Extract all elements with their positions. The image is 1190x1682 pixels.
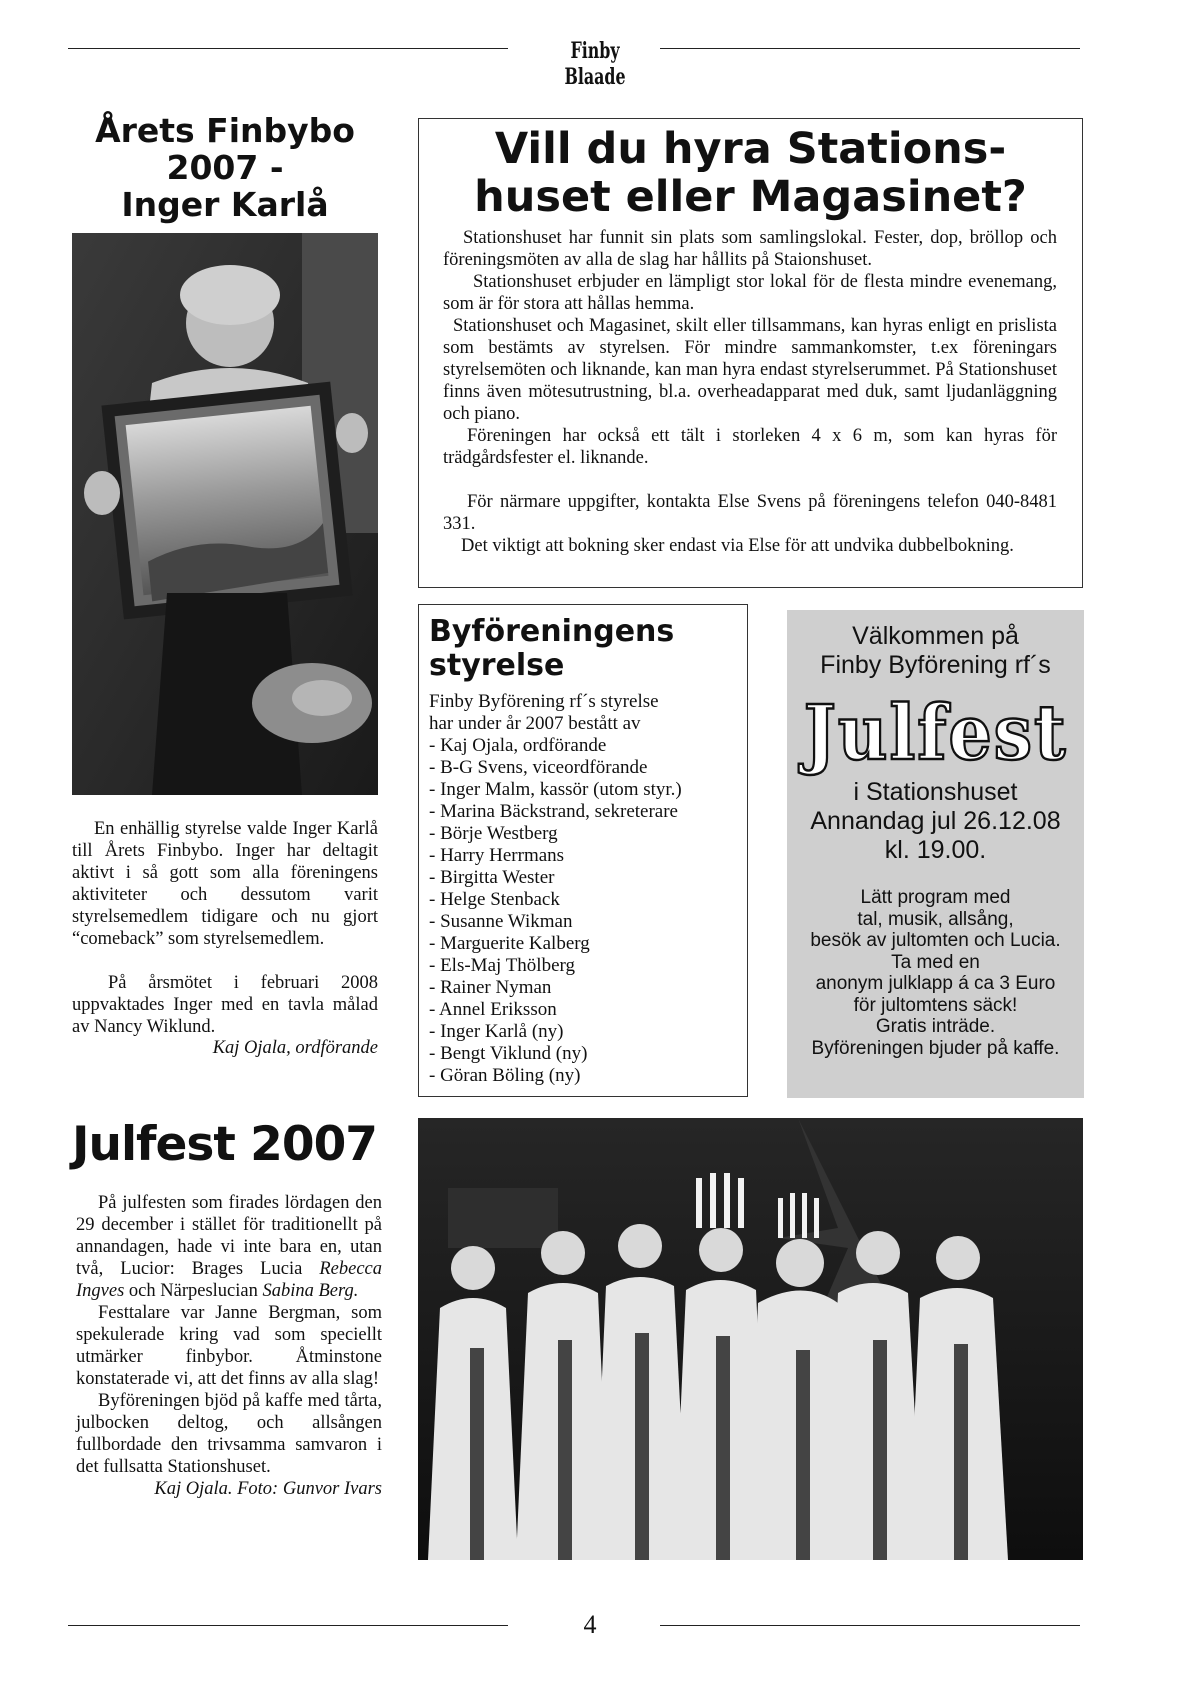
ad-time: kl. 19.00. (884, 836, 987, 864)
board-title-line: styrelse (429, 648, 565, 683)
board-member: - Bengt Viklund (ny) (429, 1043, 588, 1064)
ad-details (787, 887, 1084, 1059)
board-member: - Inger Malm, kassör (utom styr.) (429, 779, 682, 800)
profile-title-line: 2007 - (166, 148, 284, 187)
rental-body (443, 227, 1057, 557)
board-members (429, 735, 744, 1087)
profile-title (72, 112, 378, 223)
lucia-group-photo-icon (418, 1118, 1083, 1560)
board-intro-line: Finby Byförening rf´s styrelse (429, 691, 659, 712)
rental-paragraph: Stationshuset erbjuder en lämpligt stor lokal för de flesta mindre evenemang, som är för stora att hållas hemma. (443, 272, 1057, 314)
ad-welcome-line: Finby Byförening rf´s (820, 651, 1051, 679)
rental-box (418, 118, 1083, 588)
profile-caption-2: På årsmötet i februari 2008 uppvaktades Inger med en tavla målad av Nancy Wiklund. (72, 973, 378, 1037)
board-member: - Helge Stenback (429, 889, 560, 910)
ad-welcome (787, 622, 1084, 680)
lucia-photo-art (418, 1118, 1083, 1560)
ad-detail-line: besök av jultomten och Lucia. (810, 930, 1061, 951)
board-member: - Birgitta Wester (429, 867, 555, 888)
ad-date: Annandag jul 26.12.08 (810, 807, 1061, 835)
board-title-line: Byföreningens (429, 614, 675, 649)
profile-title-line: Inger Karlå (121, 185, 329, 224)
julfest-lucia-name-2: Sabina Berg. (262, 1281, 359, 1301)
ad-event-name: Julfest (803, 688, 1068, 777)
board-member: - Kaj Ojala, ordförande (429, 735, 607, 756)
rental-paragraph: Stationshuset och Magasinet, skilt eller tillsammans, kan hyras enligt en prislista som bestämts av styrelsen. För mindre sammankomster, t.ex föreningars styrelsemöten och liknande, kan man hyra endast styrelserummet. På Stationshuset finns även mötesutrustning, bl.a. overheadapparat med duk, samt ljudanläggning och piano. (443, 316, 1057, 424)
rental-paragraph: Stationshuset har funnit sin plats som samlingslokal. Fester, dop, bröllop och föreningsmöten av alla de slag har hållits på Staionshuset. (443, 228, 1057, 270)
julfest-signature: Kaj Ojala. Foto: Gunvor Ivars (154, 1479, 382, 1499)
page-number: 4 (583, 1610, 597, 1639)
ad-detail-line: Ta med en (891, 951, 980, 973)
board-member: - Els-Maj Thölberg (429, 955, 575, 976)
board-title (429, 615, 739, 683)
board-member: - Annel Eriksson (429, 999, 557, 1020)
profile-signature: Kaj Ojala, ordförande (212, 1038, 378, 1058)
board-box (418, 604, 748, 1097)
julfest-p1-text-a: På julfesten som firades lördagen den 29 december i stället för traditionellt på annandagen, hade vi inte bara en, utan två, Lucior: Brages Lucia (76, 1193, 382, 1279)
rental-paragraph: Föreningen har också ett tält i storleken 4 x 6 m, som kan hyras för trädgårdsfester el. liknande. (443, 426, 1057, 468)
rental-title (419, 125, 1082, 221)
rental-title-line: Vill du hyra Stations- (494, 124, 1007, 174)
ad-detail-line: tal, musik, allsång, (857, 908, 1014, 930)
ad-welcome-line: Välkommen på (852, 622, 1019, 650)
board-member: - Göran Böling (ny) (429, 1065, 581, 1086)
profile-title-line: Årets Finbybo (95, 111, 355, 150)
julfest-paragraph-1 (76, 1192, 382, 1302)
header-rule-left (68, 48, 508, 49)
board-member: - Marguerite Kalberg (429, 933, 590, 954)
portrait-photo-art (72, 233, 378, 795)
rental-paragraph: Det viktigt att bokning sker endast via Else för att undvika dubbelbokning. (461, 536, 1014, 556)
julfest-ad (787, 610, 1084, 1098)
board-intro (429, 691, 744, 735)
julfest-title: Julfest 2007 (72, 1117, 377, 1172)
ad-place: i Stationshuset (853, 778, 1018, 806)
profile-caption: En enhällig styrelse valde Inger Karlå till Årets Finbybo. Inger har deltagit aktivt i så gott som alla föreningens aktiviteter och dessutom varit styrelsemedlem tidigare och nu gjort “comeback” som styrelsemedlem. (72, 819, 378, 949)
ad-detail-line: anonym julklapp á ca 3 Euro (815, 973, 1056, 994)
julfest-body (76, 1192, 382, 1500)
ad-detail-line: för jultomtens säck! (853, 994, 1018, 1016)
board-member: - Inger Karlå (ny) (429, 1021, 564, 1042)
board-member: - Börje Westberg (429, 823, 558, 844)
rental-paragraph: För närmare uppgifter, kontakta Else Svens på föreningens telefon 040-8481 331. (443, 492, 1057, 534)
board-member: - Marina Bäckstrand, sekreterare (429, 801, 678, 822)
portrait-photo-icon (72, 233, 378, 795)
header-rule-right (660, 48, 1080, 49)
masthead: Finby Blaade (564, 38, 626, 90)
board-intro-line: har under år 2007 bestått av (429, 713, 641, 734)
ad-detail-line: Byföreningen bjuder på kaffe. (811, 1037, 1060, 1059)
footer-rule-right (660, 1625, 1080, 1626)
board-member: - B-G Svens, viceordförande (429, 757, 648, 778)
julfest-lucia-name-1: Rebecca Ingves (76, 1259, 382, 1301)
ad-detail-line: Lätt program med (860, 887, 1011, 908)
rental-title-line: huset eller Magasinet? (474, 172, 1027, 222)
footer-rule-left (68, 1625, 508, 1626)
julfest-p1-text-b: och Närpeslucian (124, 1281, 263, 1301)
julfest-paragraph-3: Byföreningen bjöd på kaffe med tårta, julbocken deltog, och allsången fullbordade den trivsamma samvaron i det fullsatta Stationshuset. (76, 1391, 382, 1477)
board-member: - Susanne Wikman (429, 911, 573, 932)
board-member: - Harry Herrmans (429, 845, 565, 866)
ad-detail-line: Gratis inträde. (875, 1016, 996, 1037)
julfest-paragraph-2: Festtalare var Janne Bergman, som spekulerade kring vad som speciellt utmärker finbybor. Åtminstone konstaterade vi, att det finns av alla slag! (76, 1303, 382, 1389)
board-member: - Rainer Nyman (429, 977, 552, 998)
